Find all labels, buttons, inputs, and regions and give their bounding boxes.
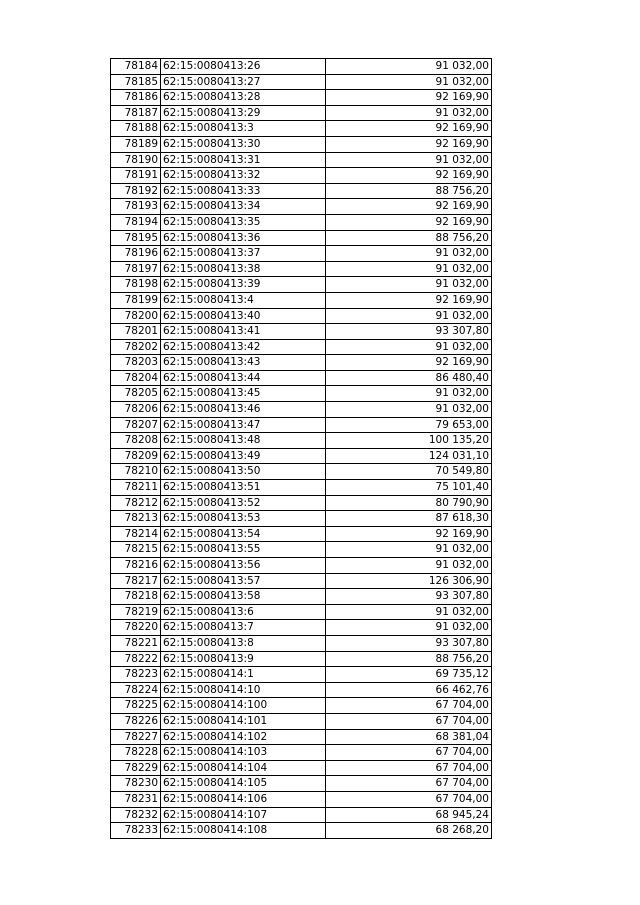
- table-row: [111, 417, 492, 433]
- row-number-cell: 78211: [111, 480, 161, 496]
- value-cell: 75 101,40: [326, 480, 492, 496]
- table-row: [111, 308, 492, 324]
- table-row: [111, 558, 492, 574]
- table-row: [111, 713, 492, 729]
- row-number-cell: 78197: [111, 261, 161, 277]
- value-cell: 92 169,90: [326, 168, 492, 184]
- value-cell: 91 032,00: [326, 386, 492, 402]
- table-row: [111, 464, 492, 480]
- cadastral-number-cell: 62:15:0080414:1: [161, 667, 326, 683]
- cadastral-number-cell: 62:15:0080413:9: [161, 651, 326, 667]
- row-number-cell: 78198: [111, 277, 161, 293]
- cadastral-number-cell: 62:15:0080413:3: [161, 121, 326, 137]
- cadastral-number-cell: 62:15:0080413:49: [161, 448, 326, 464]
- table-row: [111, 136, 492, 152]
- cadastral-number-cell: 62:15:0080413:50: [161, 464, 326, 480]
- cadastral-number-cell: 62:15:0080414:102: [161, 729, 326, 745]
- value-cell: 68 945,24: [326, 807, 492, 823]
- cadastral-number-cell: 62:15:0080413:57: [161, 573, 326, 589]
- table-row: [111, 230, 492, 246]
- row-number-cell: 78195: [111, 230, 161, 246]
- value-cell: 92 169,90: [326, 136, 492, 152]
- row-number-cell: 78190: [111, 152, 161, 168]
- table-row: [111, 152, 492, 168]
- value-cell: 91 032,00: [326, 308, 492, 324]
- cadastral-number-cell: 62:15:0080413:43: [161, 355, 326, 371]
- cadastral-number-cell: 62:15:0080414:108: [161, 823, 326, 839]
- value-cell: 124 031,10: [326, 448, 492, 464]
- cadastral-number-cell: 62:15:0080413:6: [161, 604, 326, 620]
- cadastral-number-cell: 62:15:0080413:34: [161, 199, 326, 215]
- cadastral-number-cell: 62:15:0080413:29: [161, 105, 326, 121]
- value-cell: 70 549,80: [326, 464, 492, 480]
- row-number-cell: 78194: [111, 214, 161, 230]
- row-number-cell: 78207: [111, 417, 161, 433]
- value-cell: 91 032,00: [326, 277, 492, 293]
- row-number-cell: 78217: [111, 573, 161, 589]
- cadastral-number-cell: 62:15:0080413:38: [161, 261, 326, 277]
- cadastral-number-cell: 62:15:0080413:53: [161, 511, 326, 527]
- table-row: [111, 745, 492, 761]
- row-number-cell: 78216: [111, 558, 161, 574]
- table-body: [111, 59, 492, 839]
- cadastral-number-cell: 62:15:0080413:45: [161, 386, 326, 402]
- table-row: [111, 214, 492, 230]
- value-cell: 91 032,00: [326, 246, 492, 262]
- cadastral-number-cell: 62:15:0080413:39: [161, 277, 326, 293]
- value-cell: 79 653,00: [326, 417, 492, 433]
- table-row: [111, 59, 492, 75]
- cadastral-number-cell: 62:15:0080414:107: [161, 807, 326, 823]
- cadastral-number-cell: 62:15:0080413:48: [161, 433, 326, 449]
- cadastral-number-cell: 62:15:0080413:58: [161, 589, 326, 605]
- row-number-cell: 78223: [111, 667, 161, 683]
- value-cell: 87 618,30: [326, 511, 492, 527]
- cadastral-number-cell: 62:15:0080413:44: [161, 370, 326, 386]
- value-cell: 92 169,90: [326, 355, 492, 371]
- table-row: [111, 277, 492, 293]
- row-number-cell: 78186: [111, 90, 161, 106]
- row-number-cell: 78204: [111, 370, 161, 386]
- cadastral-number-cell: 62:15:0080413:36: [161, 230, 326, 246]
- cadastral-number-cell: 62:15:0080413:33: [161, 183, 326, 199]
- value-cell: 93 307,80: [326, 635, 492, 651]
- value-cell: 100 135,20: [326, 433, 492, 449]
- row-number-cell: 78196: [111, 246, 161, 262]
- table-row: [111, 526, 492, 542]
- table-row: [111, 589, 492, 605]
- table-row: [111, 604, 492, 620]
- value-cell: 93 307,80: [326, 589, 492, 605]
- table-row: [111, 183, 492, 199]
- table-row: [111, 495, 492, 511]
- row-number-cell: 78188: [111, 121, 161, 137]
- cadastral-number-cell: 62:15:0080414:100: [161, 698, 326, 714]
- table-row: [111, 635, 492, 651]
- value-cell: 91 032,00: [326, 402, 492, 418]
- cadastral-number-cell: 62:15:0080413:7: [161, 620, 326, 636]
- table-row: [111, 776, 492, 792]
- value-cell: 91 032,00: [326, 261, 492, 277]
- value-cell: 67 704,00: [326, 745, 492, 761]
- table-row: [111, 511, 492, 527]
- table-row: [111, 620, 492, 636]
- cadastral-number-cell: 62:15:0080413:4: [161, 292, 326, 308]
- row-number-cell: 78230: [111, 776, 161, 792]
- value-cell: 88 756,20: [326, 651, 492, 667]
- row-number-cell: 78229: [111, 760, 161, 776]
- table-row: [111, 651, 492, 667]
- value-cell: 88 756,20: [326, 230, 492, 246]
- row-number-cell: 78184: [111, 59, 161, 75]
- row-number-cell: 78203: [111, 355, 161, 371]
- value-cell: 91 032,00: [326, 74, 492, 90]
- value-cell: 91 032,00: [326, 620, 492, 636]
- table-row: [111, 199, 492, 215]
- row-number-cell: 78205: [111, 386, 161, 402]
- cadastral-number-cell: 62:15:0080413:51: [161, 480, 326, 496]
- table-row: [111, 90, 492, 106]
- row-number-cell: 78200: [111, 308, 161, 324]
- cadastral-number-cell: 62:15:0080413:32: [161, 168, 326, 184]
- table-row: [111, 355, 492, 371]
- table-row: [111, 402, 492, 418]
- row-number-cell: 78201: [111, 324, 161, 340]
- row-number-cell: 78193: [111, 199, 161, 215]
- value-cell: 67 704,00: [326, 713, 492, 729]
- value-cell: 68 381,04: [326, 729, 492, 745]
- cadastral-number-cell: 62:15:0080413:56: [161, 558, 326, 574]
- row-number-cell: 78191: [111, 168, 161, 184]
- cadastral-number-cell: 62:15:0080413:26: [161, 59, 326, 75]
- table-row: [111, 448, 492, 464]
- row-number-cell: 78209: [111, 448, 161, 464]
- value-cell: 91 032,00: [326, 604, 492, 620]
- row-number-cell: 78220: [111, 620, 161, 636]
- table-row: [111, 698, 492, 714]
- table-row: [111, 246, 492, 262]
- row-number-cell: 78218: [111, 589, 161, 605]
- table-row: [111, 121, 492, 137]
- table-row: [111, 667, 492, 683]
- row-number-cell: 78202: [111, 339, 161, 355]
- table-row: [111, 760, 492, 776]
- cadastral-number-cell: 62:15:0080413:27: [161, 74, 326, 90]
- cadastral-number-cell: 62:15:0080414:10: [161, 682, 326, 698]
- row-number-cell: 78199: [111, 292, 161, 308]
- row-number-cell: 78224: [111, 682, 161, 698]
- cadastral-number-cell: 62:15:0080413:35: [161, 214, 326, 230]
- cadastral-number-cell: 62:15:0080414:105: [161, 776, 326, 792]
- value-cell: 126 306,90: [326, 573, 492, 589]
- row-number-cell: 78210: [111, 464, 161, 480]
- value-cell: 92 169,90: [326, 214, 492, 230]
- row-number-cell: 78185: [111, 74, 161, 90]
- value-cell: 92 169,90: [326, 121, 492, 137]
- table-row: [111, 386, 492, 402]
- cadastral-number-cell: 62:15:0080413:30: [161, 136, 326, 152]
- row-number-cell: 78214: [111, 526, 161, 542]
- row-number-cell: 78219: [111, 604, 161, 620]
- row-number-cell: 78212: [111, 495, 161, 511]
- cadastral-number-cell: 62:15:0080414:101: [161, 713, 326, 729]
- value-cell: 67 704,00: [326, 698, 492, 714]
- row-number-cell: 78233: [111, 823, 161, 839]
- cadastral-number-cell: 62:15:0080413:37: [161, 246, 326, 262]
- cadastral-number-cell: 62:15:0080413:31: [161, 152, 326, 168]
- value-cell: 69 735,12: [326, 667, 492, 683]
- table-row: [111, 807, 492, 823]
- cadastral-value-table: [110, 58, 492, 839]
- value-cell: 91 032,00: [326, 152, 492, 168]
- value-cell: 80 790,90: [326, 495, 492, 511]
- row-number-cell: 78206: [111, 402, 161, 418]
- table-row: [111, 261, 492, 277]
- row-number-cell: 78189: [111, 136, 161, 152]
- value-cell: 67 704,00: [326, 776, 492, 792]
- value-cell: 91 032,00: [326, 105, 492, 121]
- cadastral-number-cell: 62:15:0080413:54: [161, 526, 326, 542]
- value-cell: 91 032,00: [326, 339, 492, 355]
- table-row: [111, 682, 492, 698]
- row-number-cell: 78221: [111, 635, 161, 651]
- value-cell: 67 704,00: [326, 760, 492, 776]
- cadastral-number-cell: 62:15:0080414:103: [161, 745, 326, 761]
- cadastral-number-cell: 62:15:0080413:52: [161, 495, 326, 511]
- row-number-cell: 78231: [111, 791, 161, 807]
- value-cell: 92 169,90: [326, 526, 492, 542]
- value-cell: 86 480,40: [326, 370, 492, 386]
- cadastral-number-cell: 62:15:0080413:28: [161, 90, 326, 106]
- table-row: [111, 74, 492, 90]
- value-cell: 91 032,00: [326, 59, 492, 75]
- cadastral-number-cell: 62:15:0080414:104: [161, 760, 326, 776]
- value-cell: 91 032,00: [326, 542, 492, 558]
- value-cell: 92 169,90: [326, 292, 492, 308]
- cadastral-number-cell: 62:15:0080413:8: [161, 635, 326, 651]
- value-cell: 91 032,00: [326, 558, 492, 574]
- row-number-cell: 78226: [111, 713, 161, 729]
- table-row: [111, 292, 492, 308]
- value-cell: 67 704,00: [326, 791, 492, 807]
- cadastral-number-cell: 62:15:0080413:55: [161, 542, 326, 558]
- cadastral-number-cell: 62:15:0080413:47: [161, 417, 326, 433]
- row-number-cell: 78227: [111, 729, 161, 745]
- value-cell: 92 169,90: [326, 199, 492, 215]
- table-row: [111, 105, 492, 121]
- value-cell: 93 307,80: [326, 324, 492, 340]
- row-number-cell: 78228: [111, 745, 161, 761]
- table-row: [111, 480, 492, 496]
- row-number-cell: 78215: [111, 542, 161, 558]
- table-row: [111, 370, 492, 386]
- table-row: [111, 339, 492, 355]
- value-cell: 68 268,20: [326, 823, 492, 839]
- value-cell: 66 462,76: [326, 682, 492, 698]
- cadastral-number-cell: 62:15:0080413:46: [161, 402, 326, 418]
- value-cell: 92 169,90: [326, 90, 492, 106]
- cadastral-number-cell: 62:15:0080414:106: [161, 791, 326, 807]
- row-number-cell: 78213: [111, 511, 161, 527]
- cadastral-number-cell: 62:15:0080413:40: [161, 308, 326, 324]
- value-cell: 88 756,20: [326, 183, 492, 199]
- table-row: [111, 168, 492, 184]
- cadastral-number-cell: 62:15:0080413:41: [161, 324, 326, 340]
- row-number-cell: 78225: [111, 698, 161, 714]
- table-row: [111, 542, 492, 558]
- row-number-cell: 78222: [111, 651, 161, 667]
- table-row: [111, 729, 492, 745]
- row-number-cell: 78232: [111, 807, 161, 823]
- row-number-cell: 78187: [111, 105, 161, 121]
- table-row: [111, 823, 492, 839]
- table-row: [111, 573, 492, 589]
- row-number-cell: 78208: [111, 433, 161, 449]
- table-row: [111, 324, 492, 340]
- table-row: [111, 791, 492, 807]
- row-number-cell: 78192: [111, 183, 161, 199]
- table-row: [111, 433, 492, 449]
- cadastral-number-cell: 62:15:0080413:42: [161, 339, 326, 355]
